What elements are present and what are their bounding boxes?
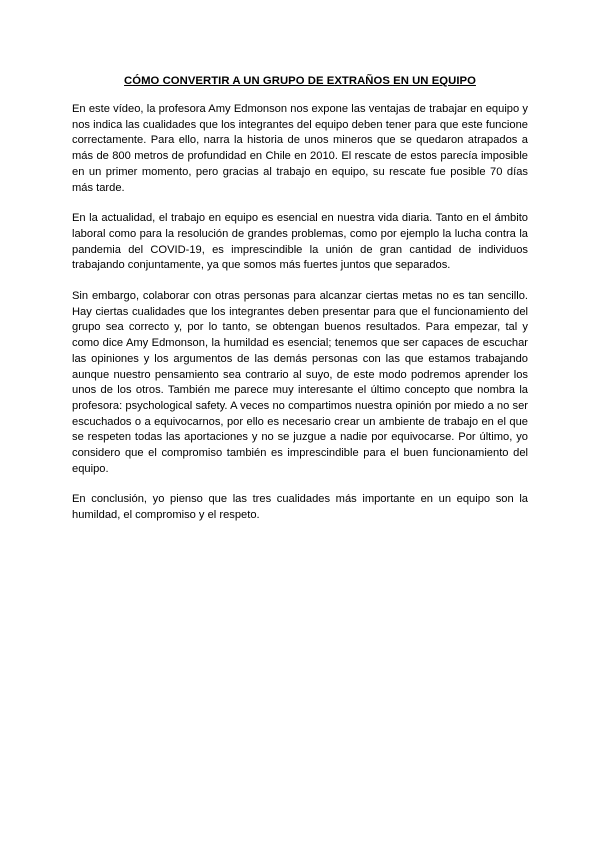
paragraph-qualities: Sin embargo, colaborar con otras personas para alcanzar ciertas metas no es tan sencillo. Hay ciertas cualidades que los integrantes deben presentar para que el funcionamiento del grupo sea correcto y, por lo tanto, se obtengan buenos resultados. Para empezar, tal y como dice Amy Edmonson, la humildad es esencial; tenemos que ser capaces de escuchar las opiniones y los argumentos de las demás personas con las que estamos trabajando aunque nuestro pensamiento sea contrario al suyo, de este modo podremos aprender los unos de los otros. También me parece muy interesante el último concepto que nombra la profesora: psychological safety. A veces no compartimos nuestra opinión por miedo a no ser escuchados o a equivocarnos, por ello es necesario crear un ambiente de trabajo en el que se respeten todas las aportaciones y no se juzgue a nadie por equivocarse. Por último, yo considero que el compromiso también es imprescindible para el buen funcionamiento del equipo.	[72, 290, 528, 475]
paragraph-context: En la actualidad, el trabajo en equipo es esencial en nuestra vida diaria. Tanto en el ámbito laboral como para la resolución de grandes problemas, como por ejemplo la lucha contra la pandemia del COVID-19, es imprescindible la unión de gran cantidad de individuos trabajando conjuntamente, ya que somos más fuertes juntos que separados.	[72, 212, 528, 272]
paragraph-intro: En este vídeo, la profesora Amy Edmonson nos expone las ventajas de trabajar en equipo y nos indica las cualidades que los integrantes del equipo deben tener para que este funcione correctamente. Para ello, narra la historia de unos mineros que se quedaron atrapados a más de 800 metros de profundidad en Chile en 2010. El rescate de estos parecía imposible en un primer momento, pero gracias al trabajo en equipo, su rescate fue posible 70 días más tarde.	[72, 103, 528, 194]
document-body	[72, 102, 528, 539]
paragraph-conclusion: En conclusión, yo pienso que las tres cualidades más importante en un equipo son la humildad, el compromiso y el respeto.	[72, 493, 528, 522]
document-title: CÓMO CONVERTIR A UN GRUPO DE EXTRAÑOS EN UN EQUIPO	[124, 75, 476, 87]
